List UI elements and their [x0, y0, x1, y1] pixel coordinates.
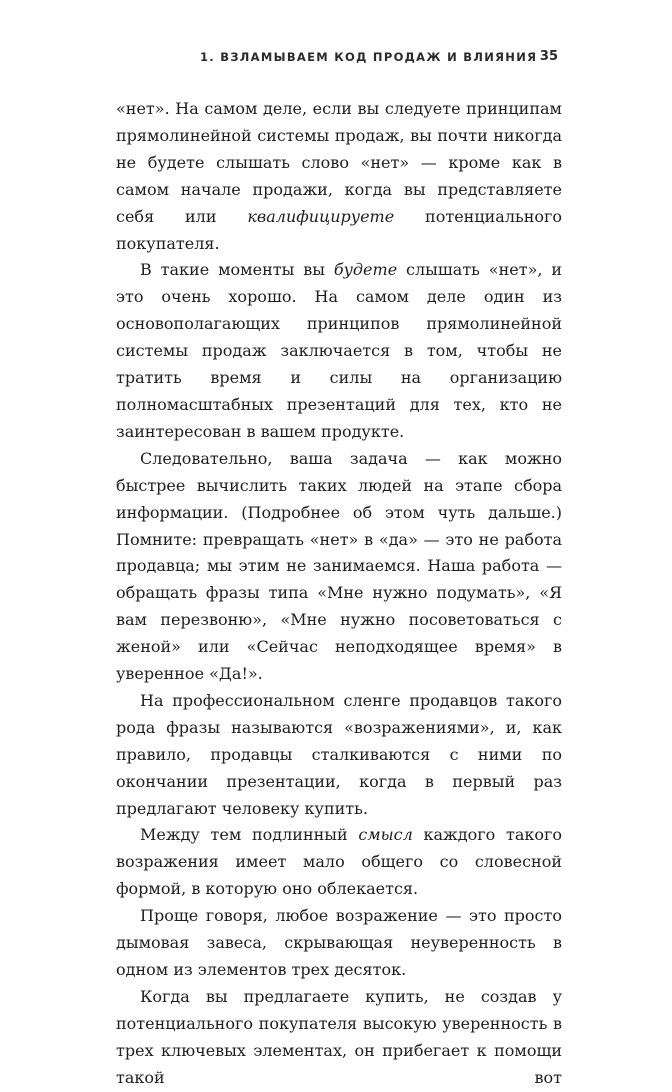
running-head — [116, 50, 562, 74]
text-run: слышать «нет», и это очень хорошо. На самом деле один из основополагающих принципов прямолинейной системы продаж заключается в том, чтобы не тратить время и силы на организацию полномасштабных презентаций для тех, кто не заинтересован в вашем продукте. — [116, 260, 562, 441]
body-text — [116, 96, 562, 1092]
paragraph-5 — [116, 822, 562, 903]
text-run: «нет». На самом деле, если вы следуете принципам прямолинейной системы продаж, вы почти никогда не будете слышать слово «нет» — кроме как в самом начале продажи, когда вы представляете себя или — [116, 99, 562, 226]
text-run: В такие моменты вы — [140, 260, 334, 280]
paragraph-6 — [116, 903, 562, 984]
text-run: Между тем подлинный — [140, 825, 359, 845]
text-run: Когда вы предлагаете купить, не создав у потенциального покупателя высокую уверенность в трех ключевых элементах, он прибегает к помощи такой вот — [116, 986, 562, 1087]
text-run: потенциального покупателя. — [116, 206, 562, 253]
paragraph-1 — [116, 96, 562, 257]
text-run: Следовательно, ваша задача — как можно быстрее вычислить таких людей на этапе сбора информации. (Подробнее об этом чуть дальше.) Помните: превращать «нет» в «да» — это не работа продавца; мы этим не занимаемся. Наша работа — обращать фразы типа «Мне нужно подумать», «Я вам перезвоню», «Мне нужно посоветоваться с женой» или «Сейчас неподходящее время» в уверенное «Да!». — [116, 448, 562, 684]
paragraph-2 — [116, 257, 562, 445]
emphasized-text: квалифицируете — [247, 206, 395, 226]
text-run: На профессиональном сленге продавцов такого рода фразы называются «возражениями», и, как правило, продавцы сталкиваются с ними по окончании презентации, когда в первый раз предлагают человеку купить. — [116, 690, 562, 818]
paragraph-3 — [116, 446, 562, 688]
text-run: каждого такого возражения имеет мало общего со словесной формой, в которую оно облекается. — [116, 825, 563, 899]
paragraph-7 — [116, 984, 562, 1092]
text-run: Проще говоря, любое возражение — это просто дымовая завеса, скрывающая неуверенность в одном из элементов трех десяток. — [116, 906, 562, 979]
paragraph-4 — [116, 688, 562, 823]
page-number: 35 — [539, 49, 558, 64]
emphasized-text: смысл — [358, 825, 413, 845]
emphasized-text: будете — [333, 260, 398, 280]
chapter-title: 1. ВЗЛАМЫВАЕМ КОД ПРОДАЖ И ВЛИЯНИЯ — [200, 50, 538, 64]
